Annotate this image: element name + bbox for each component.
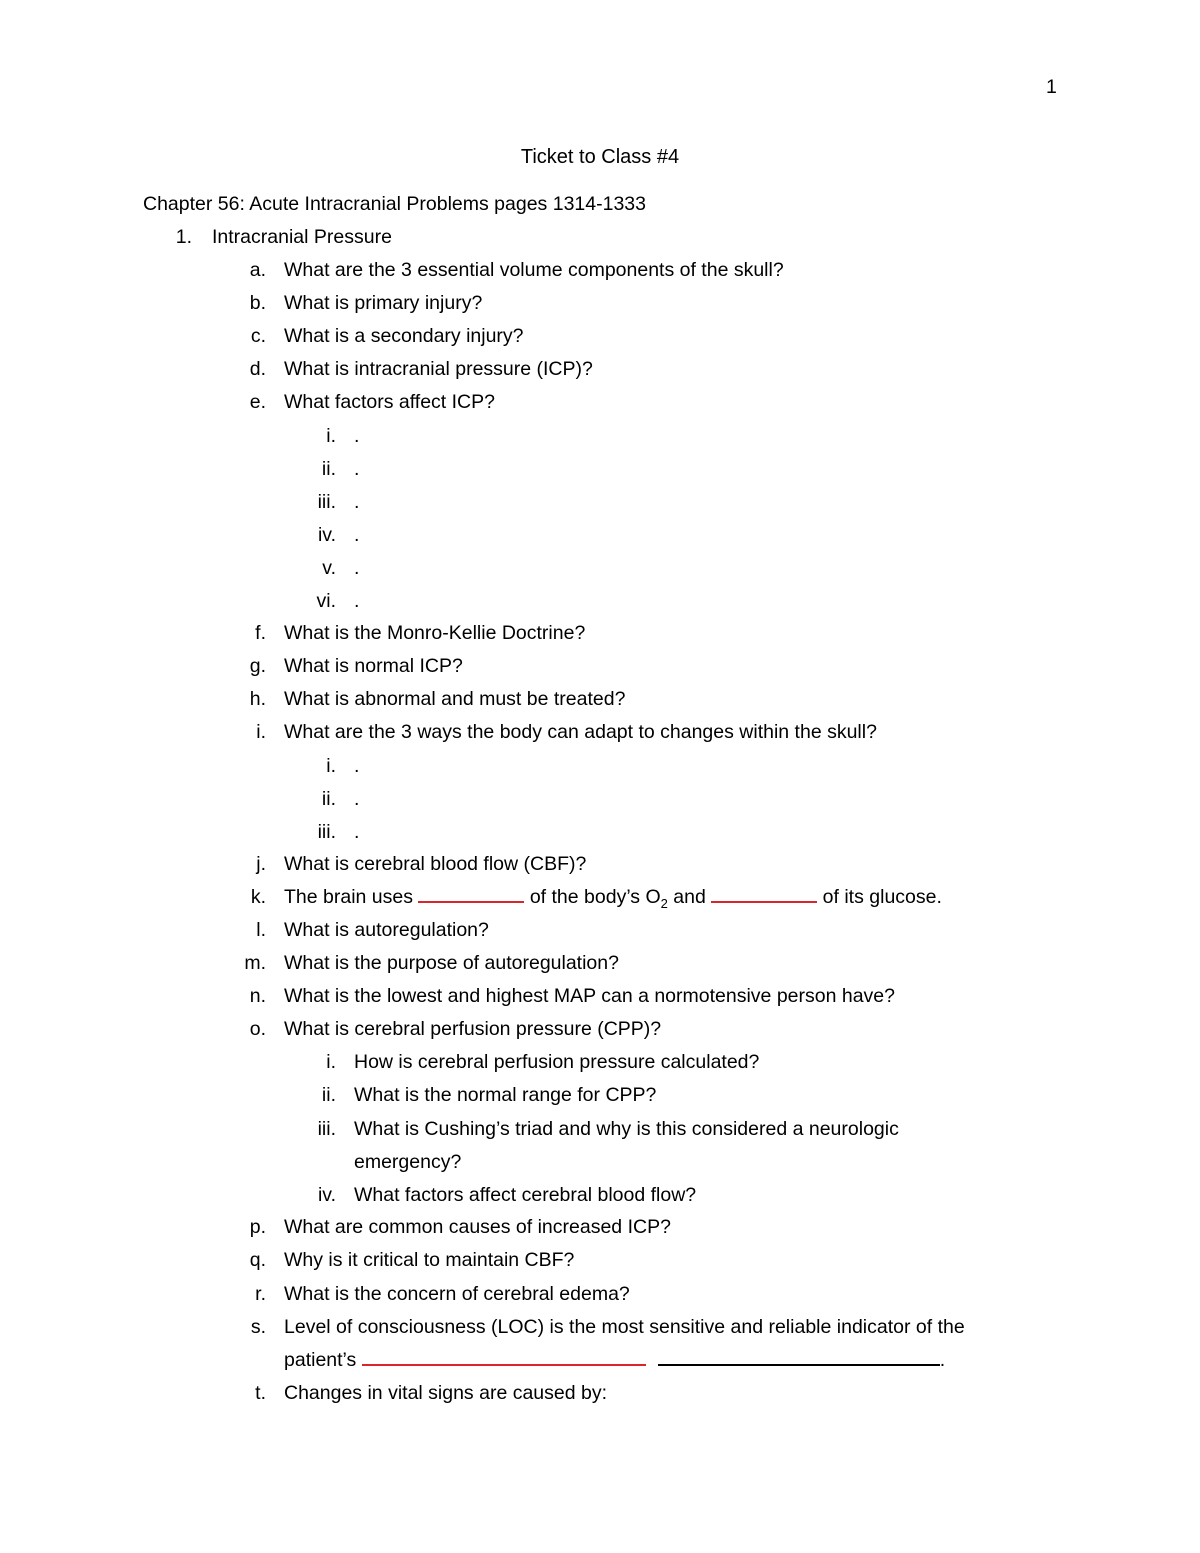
sub-marker: iii.: [317, 821, 336, 843]
question-k-text: The brain uses: [284, 886, 419, 908]
answer-blank-dot: .: [354, 557, 360, 579]
question-i: What are the 3 ways the body can adapt to changes within the skull?: [284, 721, 877, 743]
answer-blank-dot: .: [354, 590, 360, 612]
question-q: Why is it critical to maintain CBF?: [284, 1249, 575, 1271]
question-e: What factors affect ICP?: [284, 391, 495, 413]
item-marker: t.: [255, 1382, 266, 1404]
question-s: Level of consciousness (LOC) is the most sensitive and reliable indicator of the: [284, 1316, 965, 1338]
item-marker: c.: [250, 325, 266, 347]
fill-in-blank[interactable]: [711, 887, 817, 903]
sub-marker: iii.: [317, 491, 336, 513]
answer-blank-dot: .: [354, 458, 360, 480]
question-k-text: and: [667, 886, 712, 908]
item-marker: e.: [249, 391, 266, 413]
sub-marker: iii.: [317, 1118, 336, 1140]
sub-marker: v.: [322, 557, 336, 579]
fill-in-blank[interactable]: [362, 1350, 646, 1366]
question-a: What are the 3 essential volume components of the skull?: [284, 259, 784, 281]
question-p: What are common causes of increased ICP?: [284, 1216, 671, 1238]
sub-marker: iv.: [317, 1184, 336, 1206]
sub-question-continued: emergency?: [354, 1151, 462, 1173]
sub-marker: i.: [326, 1051, 336, 1073]
sub-marker: i.: [326, 755, 336, 777]
answer-blank-dot: .: [354, 524, 360, 546]
item-marker: j.: [256, 853, 266, 875]
question-n: What is the lowest and highest MAP can a normotensive person have?: [284, 985, 895, 1007]
item-marker: p.: [249, 1216, 266, 1238]
question-l: What is autoregulation?: [284, 919, 489, 941]
question-j: What is cerebral blood flow (CBF)?: [284, 853, 587, 875]
item-marker: d.: [249, 358, 266, 380]
chapter-heading: Chapter 56: Acute Intracranial Problems pages 1314-1333: [143, 193, 646, 215]
question-f: What is the Monro-Kellie Doctrine?: [284, 622, 586, 644]
item-marker: a.: [249, 259, 266, 281]
item-marker: h.: [249, 688, 266, 710]
item-marker: b.: [249, 292, 266, 314]
item-marker: s.: [250, 1316, 266, 1338]
question-g: What is normal ICP?: [284, 655, 463, 677]
item-marker: l.: [256, 919, 266, 941]
question-s-text: .: [939, 1349, 946, 1371]
answer-blank-dot: .: [354, 491, 360, 513]
item-marker: r.: [255, 1283, 266, 1305]
item-marker: m.: [244, 952, 266, 974]
sub-question: What factors affect cerebral blood flow?: [354, 1184, 697, 1206]
item-marker: n.: [249, 985, 266, 1007]
sub-question: What is the normal range for CPP?: [354, 1084, 657, 1106]
question-b: What is primary injury?: [284, 292, 483, 314]
question-m: What is the purpose of autoregulation?: [284, 952, 619, 974]
sub-marker: ii.: [321, 458, 336, 480]
item-marker: o.: [249, 1018, 266, 1040]
sub-marker: ii.: [321, 788, 336, 810]
fill-in-blank[interactable]: [418, 887, 524, 903]
section-heading: Intracranial Pressure: [212, 226, 392, 248]
question-s-text: patient’s: [284, 1349, 362, 1371]
answer-blank-dot: .: [354, 821, 360, 843]
item-marker: k.: [250, 886, 266, 908]
sub-marker: vi.: [316, 590, 336, 612]
answer-blank-dot: .: [354, 425, 360, 447]
question-k: [284, 885, 942, 916]
sub-marker: i.: [326, 425, 336, 447]
question-k-text: of the body’s O: [524, 886, 661, 908]
question-h: What is abnormal and must be treated?: [284, 688, 626, 710]
sub-question: What is Cushing’s triad and why is this considered a neurologic: [354, 1118, 899, 1140]
page-number: 1: [1046, 76, 1057, 98]
section-marker: 1.: [175, 226, 192, 248]
question-o: What is cerebral perfusion pressure (CPP)?: [284, 1018, 662, 1040]
question-k-text: of its glucose.: [817, 886, 942, 908]
question-t: Changes in vital signs are caused by:: [284, 1382, 608, 1404]
question-d: What is intracranial pressure (ICP)?: [284, 358, 593, 380]
item-marker: f.: [255, 622, 266, 644]
sub-marker: ii.: [321, 1084, 336, 1106]
question-s-continued: [284, 1348, 945, 1372]
answer-blank-dot: .: [354, 755, 360, 777]
question-r: What is the concern of cerebral edema?: [284, 1283, 630, 1305]
answer-blank-dot: .: [354, 788, 360, 810]
item-marker: g.: [249, 655, 266, 677]
sub-question: How is cerebral perfusion pressure calculated?: [354, 1051, 760, 1073]
item-marker: i.: [256, 721, 266, 743]
item-marker: q.: [249, 1249, 266, 1271]
subscript: 2: [660, 895, 668, 911]
page-title: Ticket to Class #4: [520, 146, 680, 168]
fill-in-blank[interactable]: [658, 1350, 940, 1366]
sub-marker: iv.: [317, 524, 336, 546]
question-c: What is a secondary injury?: [284, 325, 524, 347]
